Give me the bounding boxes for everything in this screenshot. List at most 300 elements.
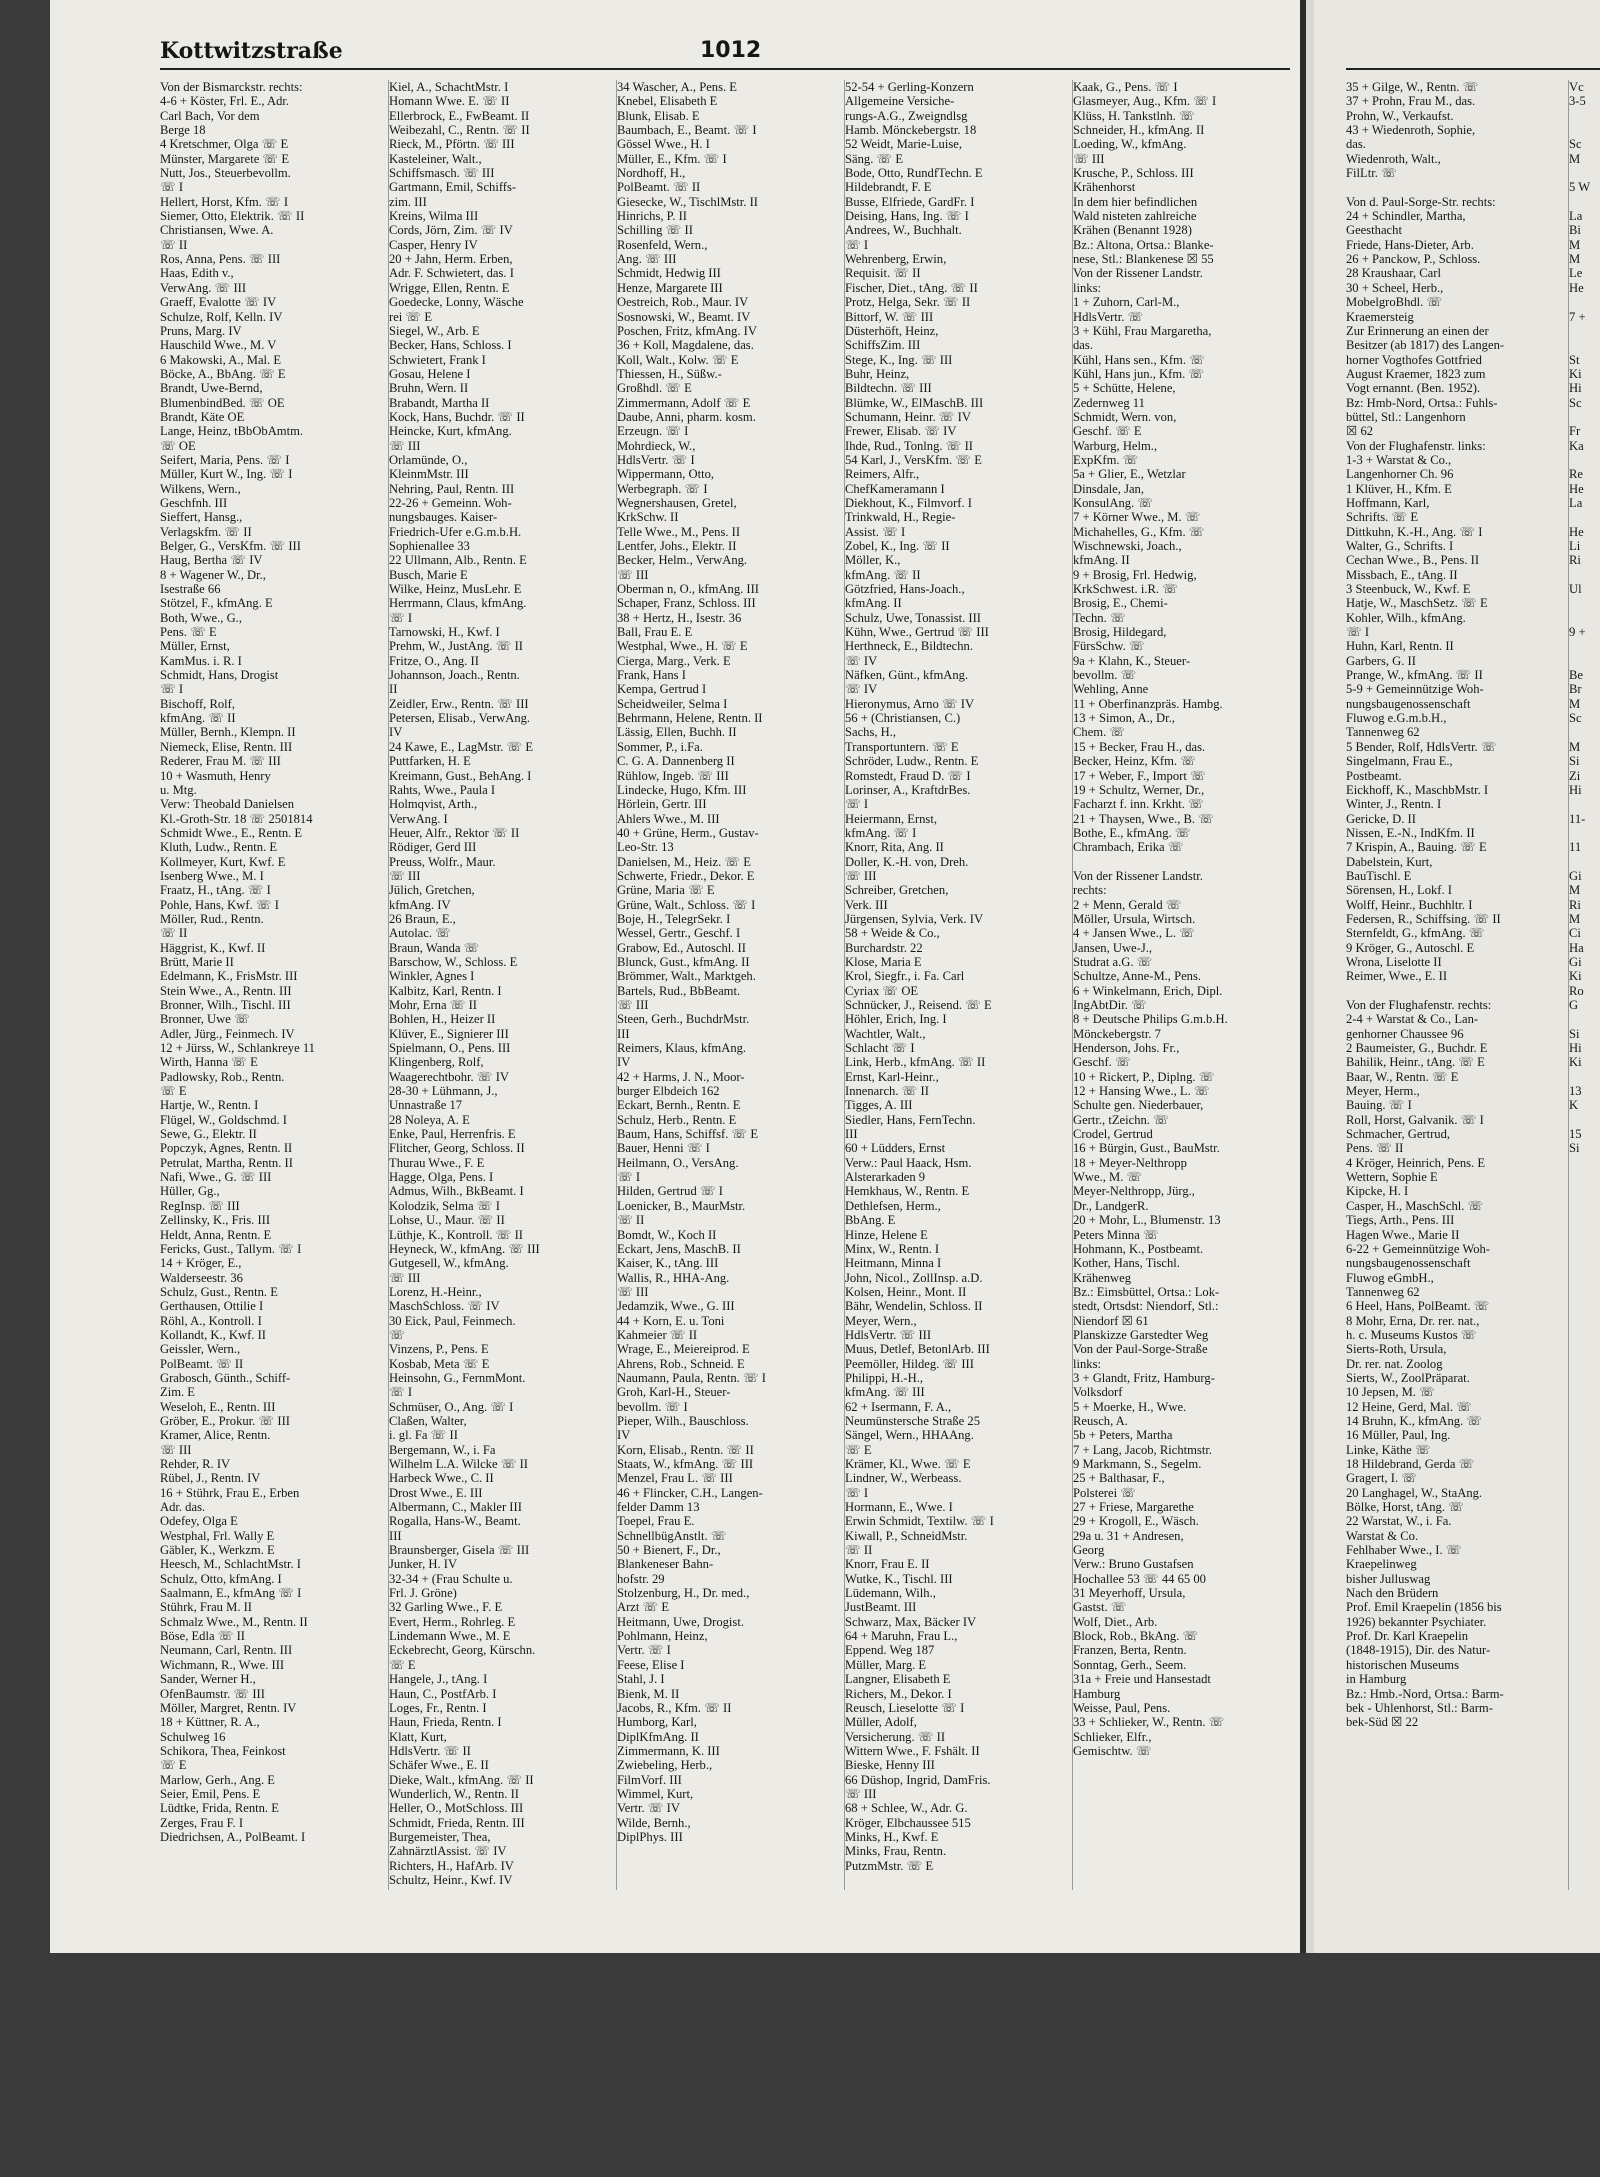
entry-line: Kröger, Elbchaussee 515 bbox=[845, 1815, 971, 1830]
entry-line: Gertr., tZeichn. ☏ bbox=[1073, 1112, 1169, 1127]
entry-line: Prof. Dr. Karl Kraepelin bbox=[1346, 1629, 1469, 1644]
entry-line: Diekhout, K., Filmvorf. I bbox=[845, 495, 972, 510]
entry-line: Sommer, P., i.Fa. bbox=[617, 739, 703, 754]
entry-line: Bronner, Uwe ☏ bbox=[160, 1012, 250, 1027]
entry-line: Re bbox=[1569, 467, 1583, 482]
entry-line: Petersen, Elisab., VerwAng. bbox=[389, 711, 531, 726]
entry-line: Dieke, Walt., kfmAng. ☏ II bbox=[389, 1772, 534, 1787]
entry-line: 2 + Menn, Gerald ☏ bbox=[1073, 897, 1182, 912]
entry-line: Burgemeister, Thea, bbox=[389, 1829, 491, 1844]
entry-line: Wrigge, Ellen, Rentn. E bbox=[389, 280, 510, 295]
entry-line: Sc bbox=[1569, 395, 1582, 410]
entry-line: Reusch, Lieselotte ☏ I bbox=[845, 1700, 965, 1715]
entry-line: Rosenfeld, Wern., bbox=[617, 237, 708, 252]
entry-line: Harbeck Wwe., C. II bbox=[389, 1471, 494, 1486]
entry-line: Hörlein, Gertr. III bbox=[617, 797, 707, 812]
entry-line: Hellert, Horst, Kfm. ☏ I bbox=[160, 194, 289, 209]
entry-line: Tiegs, Arth., Pens. III bbox=[1346, 1213, 1455, 1228]
entry-line: Diedrichsen, A., PolBeamt. I bbox=[160, 1829, 306, 1844]
entry-line: 20 + Jahn, Herm. Erben, bbox=[389, 252, 513, 267]
entry-line: Kother, Hans, Tischl. bbox=[1073, 1256, 1180, 1271]
entry-line: Hamburg bbox=[1073, 1686, 1121, 1701]
entry-line: Grabow, Ed., Autoschl. II bbox=[617, 940, 746, 955]
entry-line: 36 + Koll, Magdalene, das. bbox=[617, 338, 754, 353]
entry-line: nungsbaugenossenschaft bbox=[1346, 1256, 1471, 1271]
entry-line: Nafi, Wwe., G. ☏ III bbox=[160, 1170, 272, 1185]
entry-line: ☏ II bbox=[845, 1543, 873, 1558]
entry-line: ☏ III bbox=[845, 1786, 877, 1801]
entry-line: Schrifts. ☏ E bbox=[1346, 510, 1419, 525]
entry-line: 31 Meyerhoff, Ursula, bbox=[1073, 1586, 1186, 1601]
entry-line: Reimers, Klaus, kfmAng. bbox=[617, 1041, 747, 1056]
entry-line: Möller, K., bbox=[845, 553, 901, 568]
entry-line: Schmidt, Hans, Drogist bbox=[160, 668, 279, 683]
entry-line: Bruhn, Wern. II bbox=[389, 381, 469, 396]
entry-line: Hohmann, K., Postbeamt. bbox=[1073, 1241, 1204, 1256]
entry-line: Geesthacht bbox=[1346, 223, 1402, 238]
entry-line: Rahts, Wwe., Paula I bbox=[389, 782, 496, 797]
entry-line: Carl Bach, Vor dem bbox=[160, 108, 260, 123]
entry-line: Berge 18 bbox=[160, 123, 206, 138]
entry-line: Vc bbox=[1569, 80, 1584, 94]
entry-line: Sachs, H., bbox=[845, 725, 897, 740]
entry-line: 16 + Stührk, Frau E., Erben bbox=[160, 1485, 300, 1500]
entry-line: Baum, Hans, Schiffsf. ☏ E bbox=[617, 1127, 759, 1142]
entry-line bbox=[1569, 410, 1600, 424]
entry-line: Krämer, Kl., Wwe. ☏ E bbox=[845, 1457, 971, 1471]
entry-line: 13 + Simon, A., Dr., bbox=[1073, 711, 1175, 726]
entry-line: Casper, Henry IV bbox=[389, 237, 478, 252]
entry-line: MobelgroBhdl. ☏ bbox=[1346, 295, 1443, 310]
entry-line bbox=[1569, 1070, 1600, 1084]
entry-line: Reimers, Alfr., bbox=[845, 467, 920, 482]
entry-line: Busch, Marie E bbox=[389, 567, 468, 582]
entry-line bbox=[1569, 568, 1600, 582]
entry-line: Postbeamt. bbox=[1346, 768, 1402, 783]
entry-line: Tannenweg 62 bbox=[1346, 725, 1420, 740]
entry-line: 18 + Meyer-Nelthropp bbox=[1073, 1155, 1187, 1170]
entry-line: Puttfarken, H. E bbox=[389, 754, 471, 769]
entry-line: SchiffsZim. III bbox=[845, 338, 921, 353]
entry-line: kfmAng. II bbox=[845, 596, 902, 611]
entry-line: Müller, Ernst, bbox=[160, 639, 230, 654]
entry-line: Fraatz, H., tAng. ☏ I bbox=[160, 883, 271, 898]
entry-line: Sängel, Wern., HHAAng. bbox=[845, 1428, 974, 1443]
entry-line: Scheidweiler, Selma I bbox=[617, 696, 728, 711]
entry-line: PutzmMstr. ☏ E bbox=[845, 1858, 934, 1873]
page-header bbox=[160, 38, 1290, 70]
entry-line: Müller, Bernh., Klempn. II bbox=[160, 725, 296, 740]
entry-line: Alsterarkaden 9 bbox=[845, 1170, 926, 1185]
entry-line: Loeding, W., kfmAng. bbox=[1073, 137, 1187, 152]
entry-line: Geschf. ☏ bbox=[1073, 1055, 1131, 1070]
entry-line: Buhr, Heinz, bbox=[845, 366, 910, 381]
entry-line: Von der Rissener Landstr. bbox=[1073, 266, 1203, 281]
entry-line: Haun, Frieda, Rentn. I bbox=[389, 1715, 502, 1730]
entry-line: G bbox=[1569, 998, 1579, 1012]
entry-line: Hinze, Helene E bbox=[845, 1227, 928, 1242]
entry-line: Poschen, Fritz, kfmAng. IV bbox=[617, 323, 757, 338]
entry-line: 7 Krispin, A., Bauing. ☏ E bbox=[1346, 840, 1487, 855]
entry-line: bevollm. ☏ I bbox=[617, 1399, 688, 1414]
entry-line: Schwarz, Max, Bäcker IV bbox=[845, 1614, 977, 1629]
entry-line: Schultze, Anne-M., Pens. bbox=[1073, 969, 1202, 984]
entry-line: KleinmMstr. III bbox=[389, 467, 469, 482]
entry-line: Verw.: Bruno Gustafsen bbox=[1073, 1557, 1194, 1572]
entry-line: 2 Baumeister, G., Buchdr. E bbox=[1346, 1041, 1488, 1056]
entry-line: Lindemann Wwe., M. E bbox=[389, 1629, 511, 1644]
entry-line: Groh, Karl-H., Steuer- bbox=[617, 1385, 731, 1400]
entry-line: Ka bbox=[1569, 438, 1584, 453]
entry-line: ExpKfm. ☏ bbox=[1073, 452, 1139, 467]
entry-line: Heuer, Alfr., Rektor ☏ II bbox=[389, 825, 520, 840]
entry-line: Ang. ☏ III bbox=[617, 252, 677, 267]
entry-line: Jürgensen, Sylvia, Verk. IV bbox=[845, 911, 984, 926]
entry-line: FürsSchw. ☏ bbox=[1073, 639, 1145, 654]
entry-line: Hormann, E., Wwe. I bbox=[845, 1500, 953, 1515]
entry-line: Gäbler, K., Werkzm. E bbox=[160, 1543, 275, 1558]
entry-line: Chem. ☏ bbox=[1073, 725, 1126, 740]
entry-line: Korn, Elisab., Rentn. ☏ II bbox=[617, 1442, 754, 1457]
entry-line: Flitcher, Georg, Schloss. II bbox=[389, 1141, 525, 1156]
entry-line: Heldt, Anna, Rentn. E bbox=[160, 1227, 272, 1242]
entry-line: Waagerechtbohr. ☏ IV bbox=[389, 1069, 509, 1084]
entry-line: 33 + Schlieker, W., Rentn. ☏ bbox=[1073, 1715, 1225, 1730]
entry-line: Hi bbox=[1569, 1041, 1582, 1056]
entry-line: HdlsVertr. ☏ II bbox=[389, 1743, 471, 1758]
entry-line: Richters, H., HafArb. IV bbox=[389, 1858, 514, 1873]
entry-line: 5b + Peters, Martha bbox=[1073, 1428, 1173, 1443]
entry-line: Heitmann, Uwe, Drogist. bbox=[617, 1614, 744, 1629]
entry-line: 60 + Lüdders, Ernst bbox=[845, 1141, 946, 1156]
entry-line: Hagen Wwe., Marie II bbox=[1346, 1227, 1460, 1242]
entry-line: Schlacht ☏ I bbox=[845, 1041, 915, 1056]
entry-line: Kaiser, K., tAng. III bbox=[617, 1256, 719, 1271]
entry-line: Wichmann, R., Wwe. III bbox=[160, 1657, 285, 1672]
entry-line: Gi bbox=[1569, 868, 1582, 883]
entry-line: Verw.: Paul Haack, Hsm. bbox=[845, 1155, 972, 1170]
entry-line: Ernst, Karl-Heinr., bbox=[845, 1069, 939, 1084]
entry-line: Von der Paul-Sorge-Straße bbox=[1073, 1342, 1208, 1357]
entry-line: PolBeamt. ☏ II bbox=[617, 180, 701, 195]
entry-line: Gartmann, Emil, Schiffs- bbox=[389, 180, 517, 195]
entry-line: Kühl, Hans jun., Kfm. ☏ bbox=[1073, 366, 1205, 381]
entry-line: Seifert, Maria, Pens. ☏ I bbox=[160, 452, 290, 467]
entry-line: Möller, Ursula, Wirtsch. bbox=[1073, 911, 1196, 926]
entry-line: DiplPhys. III bbox=[617, 1829, 683, 1844]
entry-line: 5 + Schütte, Helene, bbox=[1073, 381, 1176, 396]
entry-line: Hilden, Gertrud ☏ I bbox=[617, 1184, 723, 1199]
entry-line: Protz, Helga, Sekr. ☏ II bbox=[845, 295, 971, 310]
entry-line: Meyer-Nelthropp, Jürg., bbox=[1073, 1184, 1195, 1199]
entry-line: Stührk, Frau M. II bbox=[160, 1600, 252, 1615]
entry-line: Brömmer, Walt., Marktgeh. bbox=[617, 969, 756, 984]
entry-line: JustBeamt. III bbox=[845, 1600, 917, 1615]
entry-line: Friede, Hans-Dieter, Arb. bbox=[1346, 237, 1474, 252]
entry-line: Kock, Hans, Buchdr. ☏ II bbox=[389, 409, 525, 424]
entry-line: ☏ IV bbox=[845, 653, 878, 668]
entry-line: FilLtr. ☏ bbox=[1346, 166, 1397, 181]
entry-line: 5a + Glier, E., Wetzlar bbox=[1073, 467, 1186, 482]
entry-line: Becker, Heinz, Kfm. ☏ bbox=[1073, 754, 1196, 769]
entry-line: Pohlmann, Heinz, bbox=[617, 1629, 708, 1644]
entry-line: Blunk, Elisab. E bbox=[617, 108, 700, 123]
entry-line: Herrmann, Claus, kfmAng. bbox=[389, 596, 527, 611]
entry-line: Becker, Hans, Schloss. I bbox=[389, 338, 512, 353]
entry-line: Arzt ☏ E bbox=[617, 1600, 670, 1615]
entry-line: Ci bbox=[1569, 926, 1581, 941]
entry-line bbox=[1569, 295, 1600, 309]
entry-line: Wilde, Bernh., bbox=[617, 1815, 691, 1830]
entry-line: Transportuntern. ☏ E bbox=[845, 739, 959, 754]
entry-line: Knorr, Rita, Ang. II bbox=[845, 840, 944, 855]
entry-line: ☏ E bbox=[845, 1442, 872, 1457]
entry-line: Eppend. Weg 187 bbox=[845, 1643, 935, 1658]
entry-line: 5-9 + Gemeinnützige Woh- bbox=[1346, 682, 1484, 697]
entry-line: Schulz, Uwe, Tonassist. III bbox=[845, 610, 981, 625]
entry-line: Neumünstersche Straße 25 bbox=[845, 1413, 980, 1428]
entry-line: Gerthausen, Ottilie I bbox=[160, 1299, 264, 1314]
entry-line: Doller, K.-H. von, Dreh. bbox=[845, 854, 969, 869]
entry-line: Böcke, A., BbAng. ☏ E bbox=[160, 366, 286, 381]
entry-line: 5 + Moerke, H., Wwe. bbox=[1073, 1399, 1187, 1414]
entry-line: Wwe., M. ☏ bbox=[1073, 1170, 1143, 1185]
entry-line: Verk. III bbox=[845, 897, 888, 912]
entry-line: Gröber, E., Prokur. ☏ III bbox=[160, 1413, 290, 1428]
entry-line: Hagge, Olga, Pens. I bbox=[389, 1170, 494, 1185]
entry-line: 1 + Zuhorn, Carl-M., bbox=[1073, 295, 1180, 310]
entry-line: (1848-1915), Dir. des Natur- bbox=[1346, 1643, 1491, 1658]
entry-line: Link, Herb., kfmAng. ☏ II bbox=[845, 1055, 986, 1070]
entry-line: Ki bbox=[1569, 969, 1582, 984]
entry-line: Burchardstr. 22 bbox=[845, 940, 923, 955]
entry-line: Düsterhöft, Heinz, bbox=[845, 323, 939, 338]
entry-line: Klingenberg, Rolf, bbox=[389, 1055, 484, 1070]
entry-line: Krähen (Benannt 1928) bbox=[1073, 223, 1192, 238]
entry-line: ☏ III bbox=[617, 1284, 649, 1299]
entry-line: Petrulat, Martha, Rentn. II bbox=[160, 1155, 293, 1170]
entry-line: Ki bbox=[1569, 366, 1582, 381]
entry-line: Eickhoff, K., MaschbMstr. I bbox=[1346, 782, 1489, 797]
entry-line: Kahmeier ☏ II bbox=[617, 1327, 698, 1342]
entry-line: Behrmann, Helene, Rentn. II bbox=[617, 711, 763, 726]
entry-line: Braunsberger, Gisela ☏ III bbox=[389, 1543, 530, 1558]
entry-line: 3 + Kühl, Frau Margaretha, bbox=[1073, 323, 1212, 338]
entry-line: Peters Minna ☏ bbox=[1073, 1227, 1159, 1242]
entry-line: Münster, Margarete ☏ E bbox=[160, 151, 290, 166]
entry-line: Kramer, Alice, Rentn. bbox=[160, 1428, 271, 1443]
entry-line: Marlow, Gerh., Ang. E bbox=[160, 1772, 275, 1787]
entry-line: Großhdl. ☏ E bbox=[617, 381, 692, 396]
entry-line: Fr bbox=[1569, 424, 1581, 439]
entry-line: Henze, Margarete III bbox=[617, 280, 723, 295]
entry-line: Fluwog eGmbH., bbox=[1346, 1270, 1434, 1285]
entry-line: Loges, Fr., Rentn. I bbox=[389, 1700, 487, 1715]
entry-line: Eckart, Bernh., Rentn. E bbox=[617, 1098, 741, 1113]
entry-line: Hoffmann, Karl, bbox=[1346, 495, 1430, 510]
entry-line: Siegel, W., Arb. E bbox=[389, 323, 480, 338]
entry-line: Crodel, Gertrud bbox=[1073, 1127, 1153, 1142]
entry-line: Braun, Wanda ☏ bbox=[389, 940, 480, 955]
entry-line: Krol, Siegfr., i. Fa. Carl bbox=[845, 969, 965, 984]
column-1 bbox=[160, 80, 375, 1890]
entry-line bbox=[1569, 510, 1600, 524]
entry-line: Schwerte, Friedr., Dekor. E bbox=[617, 868, 755, 883]
entry-line: Sophienallee 33 bbox=[389, 539, 470, 553]
entry-line: Jülich, Gretchen, bbox=[389, 883, 475, 898]
entry-line: Gemischtw. ☏ bbox=[1073, 1743, 1152, 1758]
entry-line: 35 + Gilge, W., Rentn. ☏ bbox=[1346, 80, 1479, 94]
entry-line: ☏ I bbox=[389, 610, 413, 625]
entry-line: Si bbox=[1569, 754, 1580, 769]
entry-line: genhorner Chaussee 96 bbox=[1346, 1026, 1464, 1041]
entry-line: Sierts, W., ZoolPräparat. bbox=[1346, 1370, 1470, 1385]
entry-line: Loenicker, B., MaurMstr. bbox=[617, 1198, 746, 1213]
entry-line: ☏ I bbox=[617, 1170, 641, 1185]
entry-line: Kollmeyer, Kurt, Kwf. E bbox=[160, 854, 286, 869]
column-4 bbox=[844, 80, 1060, 1890]
entry-line: 52-54 + Gerling-Konzern bbox=[845, 80, 974, 94]
entry-line: Lindecke, Hugo, Kfm. III bbox=[617, 782, 747, 797]
entry-line: Bothe, E., kfmAng. ☏ bbox=[1073, 825, 1191, 840]
entry-line: Zimmermann, Adolf ☏ E bbox=[617, 395, 751, 410]
entry-line: Kreimann, Gust., BehAng. I bbox=[389, 768, 532, 783]
entry-line: das. bbox=[1346, 137, 1366, 152]
entry-line: Kipcke, H. I bbox=[1346, 1184, 1409, 1199]
entry-line: Koll, Walt., Kolw. ☏ E bbox=[617, 352, 739, 367]
entry-line: Bz.: Hmb.-Nord, Ortsa.: Barm- bbox=[1346, 1686, 1504, 1701]
entry-line: Langner, Elisabeth E bbox=[845, 1672, 951, 1687]
entry-line: Von der Rissener Landstr. bbox=[1073, 868, 1203, 883]
entry-line: Besitzer (ab 1817) des Langen- bbox=[1346, 338, 1505, 353]
entry-line: Thurau Wwe., F. E bbox=[389, 1155, 485, 1170]
entry-line: ☏ I bbox=[1346, 625, 1370, 640]
entry-line: 8 + Deutsche Philips G.m.b.H. bbox=[1073, 1012, 1228, 1027]
entry-line: Möller, Margret, Rentn. IV bbox=[160, 1700, 297, 1715]
entry-line: Wimmel, Kurt, bbox=[617, 1786, 694, 1801]
entry-line: Kiel, A., SchachtMstr. I bbox=[389, 80, 509, 94]
entry-line: 4 Kretschmer, Olga ☏ E bbox=[160, 137, 289, 152]
entry-line: Haun, C., PostfArb. I bbox=[389, 1686, 497, 1701]
entry-line: Grüne, Maria ☏ E bbox=[617, 883, 715, 898]
entry-line: RegInsp. ☏ III bbox=[160, 1198, 240, 1213]
entry-line: 24 + Schindler, Martha, bbox=[1346, 209, 1466, 224]
entry-line: Chrambach, Erika ☏ bbox=[1073, 840, 1184, 855]
entry-line: 12 Heine, Gerd, Mal. ☏ bbox=[1346, 1399, 1472, 1414]
entry-line: Kiwall, P., SchneidMstr. bbox=[845, 1528, 968, 1543]
entry-line: Lange, Heinz, tBbObAmtm. bbox=[160, 424, 304, 439]
entry-line: Versicherung. ☏ II bbox=[845, 1729, 946, 1744]
entry-line: Klüss, H. Tankstlnh. ☏ bbox=[1073, 108, 1195, 123]
entry-line: Spielmann, O., Pens. III bbox=[389, 1041, 511, 1056]
entry-line: Reimer, Wwe., E. II bbox=[1346, 969, 1448, 984]
entry-line: Popczyk, Agnes, Rentn. II bbox=[160, 1141, 293, 1156]
entry-line: Fehlhaber Wwe., I. ☏ bbox=[1346, 1543, 1462, 1558]
entry-line: Wutke, K., Tischl. III bbox=[845, 1571, 953, 1586]
entry-line: Planskizze Garstedter Weg bbox=[1073, 1327, 1209, 1342]
entry-line: Hi bbox=[1569, 782, 1582, 797]
entry-line: Requisit. ☏ II bbox=[845, 266, 921, 281]
entry-line: historischen Museums bbox=[1346, 1657, 1459, 1672]
entry-line: Schmidt, Frieda, Rentn. III bbox=[389, 1815, 525, 1830]
entry-line: Oestreich, Rob., Maur. IV bbox=[617, 295, 749, 310]
entry-line: Sieffert, Hansg., bbox=[160, 510, 243, 525]
directory-page bbox=[50, 0, 1300, 1953]
entry-line: Hemkhaus, W., Rentn. E bbox=[845, 1184, 970, 1199]
entry-line: Si bbox=[1569, 1026, 1580, 1041]
entry-line: Muus, Detlef, BetonlArb. III bbox=[845, 1342, 990, 1357]
facing-page-column bbox=[1346, 80, 1561, 1890]
entry-line: 1 Klüver, H., Kfm. E bbox=[1346, 481, 1452, 496]
entry-line: 9 Markmann, S., Segelm. bbox=[1073, 1457, 1202, 1471]
entry-line bbox=[1569, 109, 1600, 123]
entry-line: Polsterei ☏ bbox=[1073, 1485, 1136, 1500]
entry-line bbox=[1569, 453, 1600, 467]
entry-line: Dinsdale, Jan, bbox=[1073, 481, 1144, 496]
entry-line: Niendorf ☒ 61 bbox=[1073, 1313, 1149, 1328]
entry-line: Schnücker, J., Reisend. ☏ E bbox=[845, 998, 992, 1012]
entry-line: Barschow, W., Schloss. E bbox=[389, 954, 518, 969]
entry-line: 15 + Becker, Frau H., das. bbox=[1073, 739, 1206, 754]
entry-line: Geissler, Wern., bbox=[160, 1342, 241, 1357]
entry-line: Steen, Gerh., BuchdrMstr. bbox=[617, 1012, 750, 1027]
entry-line: MaschSchloss. ☏ IV bbox=[389, 1299, 500, 1314]
entry-line: Bronner, Wilh., Tischl. III bbox=[160, 998, 291, 1012]
entry-line: Erzeugn. ☏ I bbox=[617, 424, 689, 439]
entry-line: Deising, Hans, Ing. ☏ I bbox=[845, 209, 969, 224]
entry-line: 4 + Jansen Wwe., L. ☏ bbox=[1073, 926, 1195, 941]
entry-line: Minks, Frau, Rentn. bbox=[845, 1844, 947, 1859]
entry-line: Schreiber, Gretchen, bbox=[845, 883, 949, 898]
entry-line: Oberman n, O., kfmAng. III bbox=[617, 582, 759, 597]
entry-line: Feese, Elise I bbox=[617, 1657, 685, 1672]
entry-line: Hildebrandt, F. E bbox=[845, 180, 932, 195]
entry-line: Bartels, Rud., BbBeamt. bbox=[617, 983, 741, 998]
entry-line: Pruns, Marg. IV bbox=[160, 323, 242, 338]
entry-line: Fericks, Gust., Tallym. ☏ I bbox=[160, 1241, 302, 1256]
entry-line: Block, Rob., BkAng. ☏ bbox=[1073, 1629, 1199, 1644]
entry-line: Innenarch. ☏ II bbox=[845, 1084, 929, 1099]
column-5 bbox=[1072, 80, 1283, 1890]
entry-line: Warburg, Helm., bbox=[1073, 438, 1158, 453]
entry-line: Fischer, Diet., tAng. ☏ II bbox=[845, 280, 978, 295]
entry-line: 11 bbox=[1569, 840, 1582, 855]
entry-line: Friedrich-Ufer e.G.m.b.H. bbox=[389, 524, 522, 539]
entry-line: Kühn, Wwe., Gertrud ☏ III bbox=[845, 625, 989, 640]
entry-line: Odefey, Olga E bbox=[160, 1514, 238, 1529]
entry-line: Wippermann, Otto, bbox=[617, 467, 715, 482]
entry-line: Kluth, Ludw., Rentn. E bbox=[160, 840, 278, 855]
entry-line: Heiermann, Ernst, bbox=[845, 811, 937, 826]
entry-line: Bölke, Horst, tAng. ☏ bbox=[1346, 1500, 1464, 1515]
entry-line: Christiansen, Wwe. A. bbox=[160, 223, 274, 238]
entry-line: Wettern, Sophie E bbox=[1346, 1170, 1438, 1185]
entry-line: Ros, Anna, Pens. ☏ III bbox=[160, 252, 281, 267]
entry-line: Meyer, Wern., bbox=[845, 1313, 917, 1328]
entry-line: Kraepelinweg bbox=[1346, 1557, 1417, 1572]
entry-line: Drost Wwe., E. III bbox=[389, 1485, 483, 1500]
entry-line: Brabandt, Martha II bbox=[389, 395, 490, 410]
entry-line: 7 + Lang, Jacob, Richtmstr. bbox=[1073, 1442, 1212, 1457]
entry-line: Sternfeldt, G., kfmAng. ☏ bbox=[1346, 926, 1485, 941]
entry-line: Schaper, Franz, Schloss. III bbox=[617, 596, 756, 611]
entry-line: IV bbox=[617, 1428, 631, 1443]
entry-line: Stege, K., Ing. ☏ III bbox=[845, 352, 953, 367]
entry-line: stedt, Ortsdst: Niendorf, Stl.: bbox=[1073, 1299, 1219, 1314]
entry-line: VerwAng. ☏ III bbox=[160, 280, 247, 295]
entry-line bbox=[1569, 195, 1600, 209]
entry-line: bevollm. ☏ bbox=[1073, 668, 1137, 683]
